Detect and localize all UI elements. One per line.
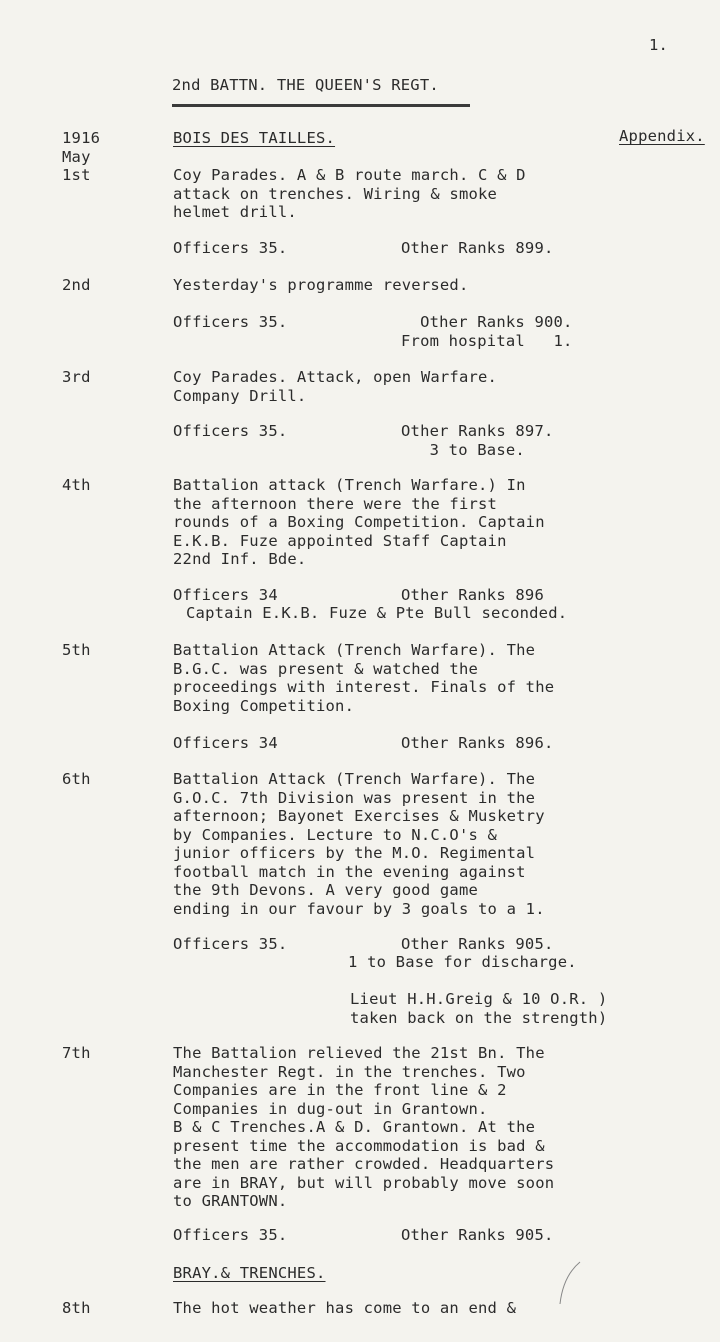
- entry-7-text: The Battalion relieved the 21st Bn. The Manchester Regt. in the trenches. Two Companies are in the front line & 2 Companies in dug-out in Grantown. B & C Trenches.A & D. Grantown. At the present time the accommodation is bad & the men are rather crowded. Headquarters are in BRAY, but will probably move soon to GRANTOWN.: [173, 1044, 555, 1210]
- entry-1-text: Coy Parades. A & B route march. C & D attack on trenches. Wiring & smoke helmet drill.: [173, 166, 526, 221]
- entry-4-text: Battalion attack (Trench Warfare.) In the afternoon there were the first rounds of a Boxing Competition. Captain E.K.B. Fuze appointed Staff Captain 22nd Inf. Bde.: [173, 476, 545, 568]
- section-heading-bray: BRAY.& TRENCHES.: [173, 1264, 326, 1282]
- day-7: 7th: [62, 1044, 91, 1062]
- entry-5-ranks: Other Ranks 896.: [401, 734, 554, 752]
- day-1: 1st: [62, 166, 91, 184]
- page-title: 2nd BATTN. THE QUEEN'S REGT.: [172, 76, 439, 94]
- section-heading-bois: BOIS DES TAILLES.: [173, 129, 336, 147]
- entry-4-officers: Officers 34: [173, 586, 278, 604]
- page-number: 1.: [649, 36, 669, 54]
- entry-2-ranks: Other Ranks 900. From hospital 1.: [401, 313, 573, 350]
- entry-3-text: Coy Parades. Attack, open Warfare. Company Drill.: [173, 368, 498, 405]
- entry-6-ranks: Other Ranks 905.: [401, 935, 554, 953]
- entry-8-text: The hot weather has come to an end &: [173, 1299, 517, 1317]
- entry-3-officers: Officers 35.: [173, 422, 288, 440]
- entry-2-text: Yesterday's programme reversed.: [173, 276, 469, 294]
- entry-1-ranks: Other Ranks 899.: [401, 239, 554, 257]
- entry-5-officers: Officers 34: [173, 734, 278, 752]
- entry-7-ranks: Other Ranks 905.: [401, 1226, 554, 1244]
- pencil-mark: [556, 1258, 586, 1308]
- day-2: 2nd: [62, 276, 91, 294]
- entry-3-ranks: Other Ranks 897. 3 to Base.: [401, 422, 554, 459]
- day-6: 6th: [62, 770, 91, 788]
- entry-7-officers: Officers 35.: [173, 1226, 288, 1244]
- entry-4-ranks: Other Ranks 896: [401, 586, 544, 604]
- year: 1916: [62, 129, 101, 147]
- title-rule: [172, 104, 470, 107]
- appendix-label: Appendix.: [619, 127, 705, 145]
- entry-1-officers: Officers 35.: [173, 239, 288, 257]
- day-4: 4th: [62, 476, 91, 494]
- day-3: 3rd: [62, 368, 91, 386]
- entry-4-note: Captain E.K.B. Fuze & Pte Bull seconded.: [186, 604, 568, 622]
- day-5: 5th: [62, 641, 91, 659]
- day-8: 8th: [62, 1299, 91, 1317]
- month: May: [62, 148, 91, 166]
- entry-5-text: Battalion Attack (Trench Warfare). The B.G.C. was present & watched the proceedings with interest. Finals of the Boxing Competition.: [173, 641, 555, 715]
- entry-6-note: 1 to Base for discharge.: [348, 953, 577, 971]
- entry-6-text: Battalion Attack (Trench Warfare). The G.O.C. 7th Division was present in the afternoon; Bayonet Exercises & Musketry by Companies. Lecture to N.C.O's & junior officers by the M.O. Regimental football match in the evening against the 9th Devons. A very good game ending in our favour by 3 goals to a 1.: [173, 770, 545, 918]
- entry-6-note-2: Lieut H.H.Greig & 10 O.R. ) taken back on the strength): [350, 990, 608, 1027]
- entry-2-officers: Officers 35.: [173, 313, 288, 331]
- entry-6-officers: Officers 35.: [173, 935, 288, 953]
